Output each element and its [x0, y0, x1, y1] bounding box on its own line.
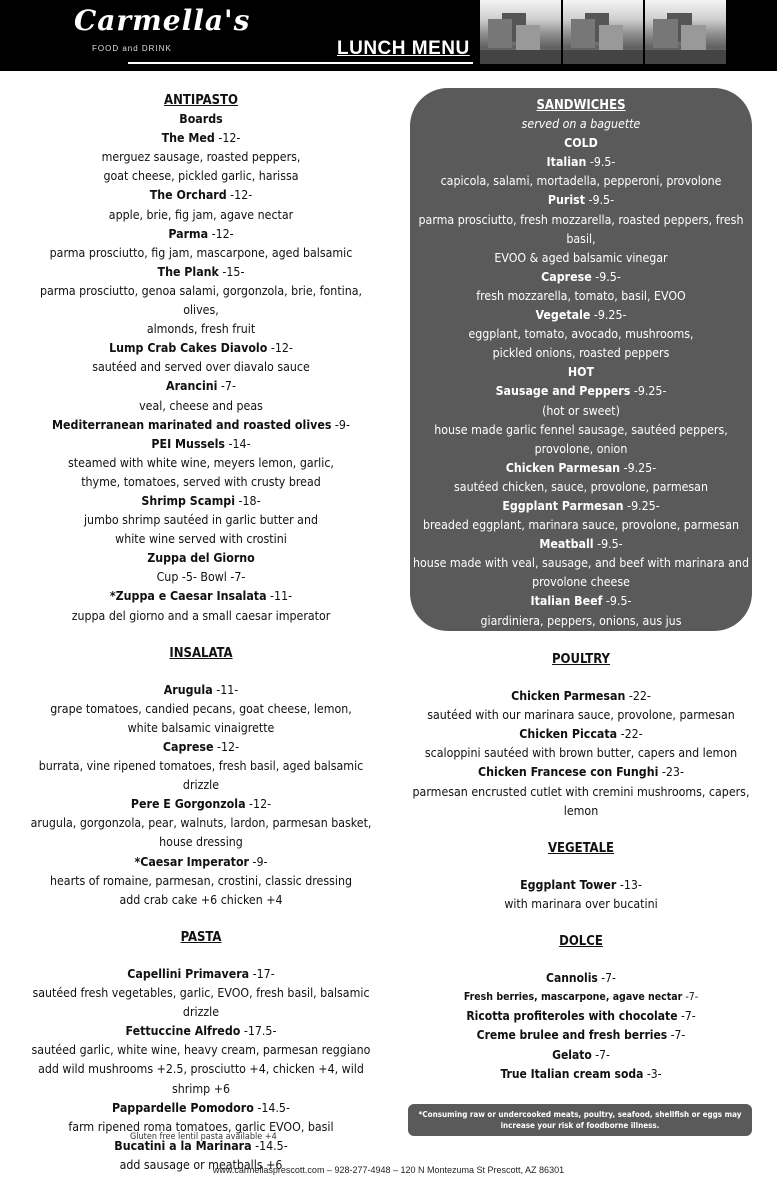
header-banner — [0, 0, 777, 71]
menu-item-description: sautéed garlic, white wine, heavy cream, parmesan reggiano — [31, 1043, 371, 1058]
section-heading-insalata: INSALATA — [169, 645, 233, 661]
menu-item — [410, 153, 752, 172]
menu-item-name: Chicken Parmesan — [511, 689, 626, 704]
menu-item-description: sautéed and served over diavalo sauce — [92, 360, 310, 375]
menu-item — [25, 1099, 377, 1118]
menu-item-price: -23- — [658, 765, 684, 780]
menu-item-description: add wild mushrooms +2.5, prosciutto +4, chicken +4, wild shrimp +6 — [38, 1062, 364, 1096]
gluten-free-note: Gluten free lentil pasta available +4 — [130, 1132, 277, 1142]
section-heading-vegetale: VEGETALE — [547, 840, 615, 856]
menu-item-name: Meatball — [539, 537, 594, 552]
menu-item-name: Bucatini a la Marinara — [114, 1138, 252, 1153]
menu-item-description: grape tomatoes, candied pecans, goat cheese, lemon, — [50, 701, 352, 716]
menu-item-description: with marinara over bucatini — [504, 896, 658, 911]
menu-item-description: white wine served with crostini — [115, 532, 287, 547]
menu-item-price: -14.5- — [253, 1100, 290, 1115]
menu-item-description: sautéed fresh vegetables, garlic, EVOO, fresh basil, balsamic drizzle — [32, 986, 370, 1020]
menu-item-name: Caprese — [162, 740, 214, 754]
menu-item-price: -22- — [617, 727, 643, 742]
menu-item-price: -9.25- — [620, 460, 657, 475]
menu-item-description: thyme, tomatoes, served with crusty bread — [81, 474, 321, 489]
menu-item-price: -22- — [625, 689, 651, 704]
menu-item — [25, 263, 377, 282]
menu-item-name: Eggplant Tower — [520, 877, 617, 892]
menu-item — [410, 306, 752, 325]
boards-label: Boards — [179, 112, 223, 127]
menu-item-price: -12- — [226, 188, 253, 203]
menu-item-name: Arugula — [163, 682, 213, 697]
section-heading-pasta: PASTA — [180, 929, 222, 945]
left-column — [25, 91, 377, 1175]
restaurant-logo: Carmella's — [74, 4, 251, 37]
menu-item — [410, 382, 752, 401]
menu-item — [400, 763, 762, 782]
menu-item-name: Sausage and Peppers — [495, 384, 631, 399]
menu-item — [25, 416, 377, 435]
menu-title: LUNCH MENU — [337, 38, 470, 59]
menu-item-name: Fettuccine Alfredo — [125, 1024, 241, 1039]
menu-item-price: -9.5- — [593, 537, 623, 552]
menu-item-name: Pappardelle Pomodoro — [112, 1100, 254, 1115]
menu-item-price: -9- — [331, 417, 350, 432]
menu-item-price: -11- — [266, 589, 293, 604]
insalata-list — [25, 681, 377, 910]
menu-item-price: -7- — [667, 1028, 686, 1043]
poultry-list — [400, 687, 762, 821]
menu-item-description: parmesan encrusted cutlet with cremini mushrooms, capers, lemon — [412, 784, 750, 818]
menu-item — [25, 681, 377, 700]
menu-item — [25, 1022, 377, 1041]
menu-item-description: apple, brie, fig jam, agave nectar — [108, 207, 294, 222]
menu-item — [25, 965, 377, 984]
menu-item — [25, 795, 377, 814]
menu-item-description: sautéed with our marinara sauce, provolone, parmesan — [427, 708, 735, 723]
menu-item-description: add sausage or meatballs +6 — [119, 1157, 283, 1172]
menu-item-description: eggplant, tomato, avocado, mushrooms, — [468, 327, 694, 342]
menu-item-description: arugula, gorgonzola, pear, walnuts, lardon, parmesan basket, — [30, 816, 372, 831]
sandwich-column — [410, 96, 752, 650]
menu-item-price: -9.5- — [585, 193, 615, 208]
menu-item-price: -9.5- — [602, 594, 632, 609]
menu-item-name: Gelato — [552, 1047, 592, 1062]
title-rule — [128, 62, 473, 64]
header-photo-strip — [480, 0, 726, 64]
pasta-list — [25, 965, 377, 1175]
menu-item-description: capicola, salami, mortadella, pepperoni, provolone — [440, 174, 722, 189]
menu-item-price: -7- — [591, 1047, 610, 1062]
section-heading-antipasto: ANTIPASTO — [164, 93, 238, 108]
menu-item-name: Ricotta profiteroles with chocolate — [466, 1009, 678, 1024]
menu-item — [400, 687, 762, 706]
menu-item-description: goat cheese, pickled garlic, harissa — [103, 169, 299, 184]
menu-item-description: jumbo shrimp sautéed in garlic butter and — [83, 513, 318, 528]
menu-item-name: Shrimp Scampi — [141, 493, 236, 508]
menu-item-name: Creme brulee and fresh berries — [476, 1028, 668, 1043]
menu-item-price: -9.5- — [591, 269, 621, 284]
menu-item-price: -7- — [597, 971, 616, 986]
menu-item-name: The Plank — [157, 264, 219, 279]
menu-item — [410, 459, 752, 478]
menu-item-description: scaloppini sautéed with brown butter, capers and lemon — [424, 746, 738, 761]
menu-item-description: giardiniera, peppers, onions, aus jus — [480, 613, 682, 628]
menu-item — [25, 492, 377, 511]
menu-item-name: Italian Beef — [530, 594, 603, 609]
menu-item-description: Cup -5- Bowl -7- — [156, 570, 246, 585]
menu-item-name: Eggplant Parmesan — [502, 498, 624, 513]
menu-item — [25, 738, 377, 757]
menu-item — [410, 592, 752, 611]
menu-item-name: Chicken Francese con Funghi — [478, 765, 659, 780]
section-heading-poultry: POULTRY — [551, 652, 611, 667]
menu-item-description: pickled onions, roasted peppers — [492, 346, 670, 361]
menu-item — [25, 587, 377, 606]
menu-item-description: house dressing — [159, 835, 243, 850]
menu-item-name: PEI Mussels — [151, 436, 225, 451]
menu-item — [25, 186, 377, 205]
menu-item-name: Caprese — [541, 269, 592, 284]
menu-item-description: zuppa del giorno and a small caesar imperator — [71, 608, 331, 623]
menu-item-name: Fresh berries, mascarpone, agave nectar — [463, 991, 683, 1004]
menu-item-price: -12- — [214, 131, 241, 146]
menu-item — [400, 969, 762, 988]
menu-item — [25, 853, 377, 872]
menu-item-description: house made garlic fennel sausage, sautéed peppers, — [434, 422, 728, 437]
menu-item-name: Chicken Piccata — [519, 727, 618, 742]
menu-item — [400, 1065, 762, 1084]
header-photo — [563, 0, 644, 64]
header-photo — [645, 0, 726, 64]
footer-contact: www.carmellasprescott.com – 928-277-4948 – 120 N Montezuma St Prescott, AZ 86301 — [212, 1165, 565, 1175]
hot-sandwich-list — [410, 382, 752, 649]
menu-item-description: house made with veal, sausage, and beef with marinara and — [413, 556, 749, 571]
menu-item-description: breaded eggplant, marinara sauce, provolone, parmesan — [423, 518, 739, 533]
antipasto-list — [25, 129, 377, 625]
menu-item-description: almonds, fresh fruit — [146, 322, 256, 337]
menu-item-name: Mediterranean marinated and roasted olives — [52, 417, 332, 432]
menu-item-description: merguez sausage, roasted peppers, — [101, 150, 301, 165]
menu-item-name: Cannolis — [546, 971, 598, 986]
menu-item-name: Chicken Parmesan — [505, 460, 621, 475]
menu-item — [400, 725, 762, 744]
menu-item-price: -14- — [225, 436, 251, 451]
menu-item-name: Purist — [547, 193, 585, 208]
menu-item-price: -9.5- — [586, 155, 616, 170]
menu-item — [410, 535, 752, 554]
section-heading-dolce: DOLCE — [559, 934, 603, 950]
menu-item-name: Pere E Gorgonzola — [130, 797, 246, 812]
menu-item-price: -7- — [677, 1009, 696, 1024]
menu-item-description: parma prosciutto, fig jam, mascarpone, aged balsamic — [49, 245, 353, 260]
menu-item-name: The Orchard — [149, 188, 227, 203]
menu-item-description: farm ripened roma tomatoes, garlic EVOO, basil — [68, 1119, 334, 1134]
menu-item-price: -15- — [218, 264, 245, 279]
cold-label: COLD — [564, 136, 598, 151]
menu-item-price: -18- — [235, 493, 261, 508]
menu-item-name: Italian — [546, 155, 587, 170]
right-column — [400, 650, 762, 1084]
menu-item — [400, 876, 762, 895]
menu-item — [25, 377, 377, 396]
menu-item — [400, 1046, 762, 1065]
menu-item — [400, 1007, 762, 1026]
menu-item-price: -9.25- — [590, 308, 627, 323]
menu-item-price: -3- — [643, 1066, 662, 1081]
menu-item-description: wet or dry — [552, 632, 610, 647]
dolce-list — [400, 969, 762, 1084]
menu-item — [400, 1026, 762, 1045]
menu-item-name: *Caesar Imperator — [134, 854, 250, 869]
menu-item-price: -12- — [267, 341, 293, 356]
menu-item-description: fresh mozzarella, tomato, basil, EVOO — [476, 288, 686, 303]
menu-item-description: hearts of romaine, parmesan, crostini, classic dressing — [49, 873, 353, 888]
menu-item-description: add crab cake +6 chicken +4 — [119, 892, 283, 907]
menu-item-name: *Zuppa e Caesar Insalata — [109, 589, 267, 604]
section-heading-sandwiches: SANDWICHES — [536, 98, 626, 113]
menu-item-name: Parma — [168, 226, 209, 241]
menu-item-description: provolone cheese — [532, 575, 630, 590]
menu-item-description: parma prosciutto, fresh mozzarella, roasted peppers, fresh basil, — [418, 212, 744, 246]
menu-item-price: -17.5- — [240, 1024, 277, 1039]
sandwich-subtitle: served on a baguette — [521, 117, 641, 132]
menu-item-description: sautéed chicken, sauce, provolone, parmesan — [454, 479, 708, 494]
menu-item-price: -12- — [213, 740, 240, 754]
menu-item — [410, 497, 752, 516]
menu-item-description: EVOO & aged balsamic vinegar — [494, 250, 668, 265]
menu-item-description: (hot or sweet) — [542, 403, 620, 418]
menu-item-name: Capellini Primavera — [127, 966, 250, 981]
cold-sandwich-list — [410, 153, 752, 363]
menu-item-description: burrata, vine ripened tomatoes, fresh basil, aged balsamic drizzle — [38, 759, 364, 793]
menu-item-price: -14.5- — [251, 1138, 288, 1153]
menu-item-price: -7- — [217, 379, 236, 394]
menu-item-description: veal, cheese and peas — [139, 398, 263, 413]
menu-item — [410, 268, 752, 287]
menu-item — [400, 988, 762, 1007]
menu-item-price: -9.25- — [623, 498, 660, 513]
menu-item-price: -17- — [249, 966, 275, 981]
menu-item-price: -9- — [249, 854, 268, 869]
menu-item-description: steamed with white wine, meyers lemon, garlic, — [68, 455, 334, 470]
menu-item-price: -9.25- — [630, 384, 667, 399]
menu-item — [410, 191, 752, 210]
menu-item-price: -13- — [616, 877, 642, 892]
menu-item-name: The Med — [161, 131, 215, 146]
menu-item — [25, 435, 377, 454]
hot-label: HOT — [567, 365, 595, 380]
menu-item — [25, 129, 377, 148]
menu-item-description: parma prosciutto, genoa salami, gorgonzola, brie, fontina, olives, — [39, 283, 363, 318]
menu-item — [25, 549, 377, 568]
menu-item-name: Zuppa del Giorno — [147, 551, 255, 566]
header-photo — [480, 0, 561, 64]
menu-item — [25, 339, 377, 358]
vegetale-list — [400, 876, 762, 914]
menu-item — [25, 225, 377, 244]
menu-item-price: -12- — [208, 226, 234, 241]
logo-subtitle: FOOD and DRINK — [92, 44, 172, 53]
menu-item-name: Vegetale — [535, 308, 591, 323]
menu-item-name: Lump Crab Cakes Diavolo — [109, 341, 268, 356]
menu-item-price: -11- — [212, 682, 239, 697]
menu-item-name: True Italian cream soda — [500, 1066, 644, 1081]
menu-item-price: -7- — [682, 991, 699, 1004]
menu-item-price: -12- — [245, 797, 272, 812]
menu-item-name: Arancini — [166, 379, 218, 394]
food-safety-warning: *Consuming raw or undercooked meats, poultry, seafood, shellfish or eggs may increase your risk of foodborne illness. — [408, 1104, 752, 1136]
menu-item-description: white balsamic vinaigrette — [127, 720, 275, 735]
menu-item-description: provolone, onion — [534, 441, 628, 456]
